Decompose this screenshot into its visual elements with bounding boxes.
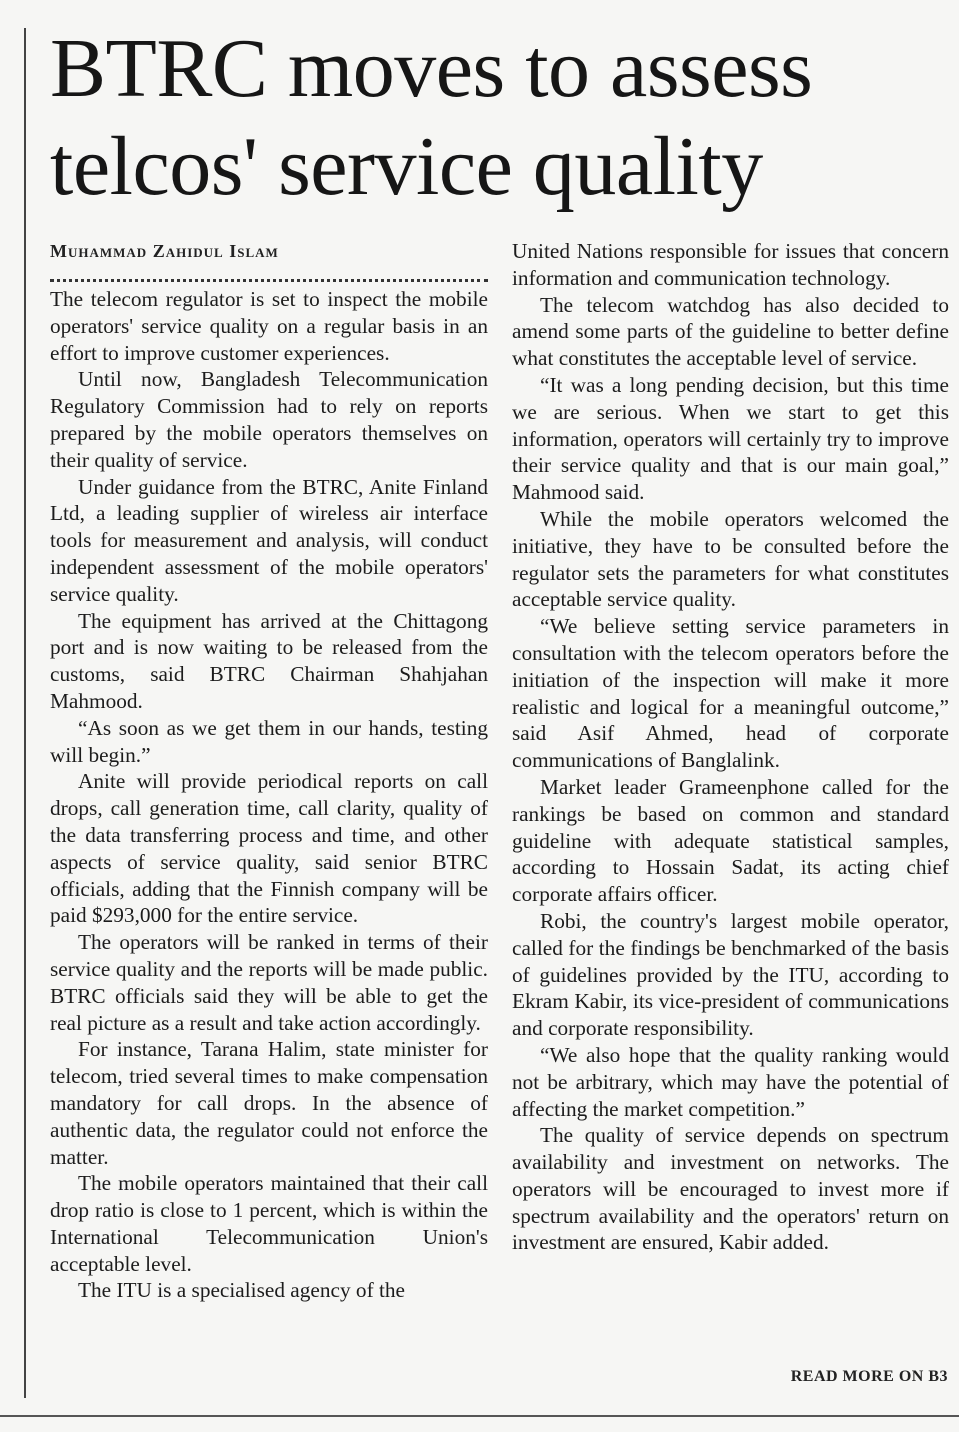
paragraph: Under guidance from the BTRC, Anite Finland Ltd, a leading supplier of wireless air interface tools for measurement and analysis, will conduct independent assessment of the mobile operators' service quality.	[50, 474, 488, 606]
paragraph: The ITU is a specialised agency of the	[78, 1278, 406, 1303]
left-column-rule	[24, 28, 26, 1398]
paragraph: The equipment has arrived at the Chittagong port and is now waiting to be released from the customs, said BTRC Chairman Shahjahan Mahmood.	[50, 608, 488, 713]
paragraph: The telecom watchdog has also decided to amend some parts of the guideline to better define what constitutes the acceptable level of service.	[512, 292, 949, 371]
paragraph: Until now, Bangladesh Telecommunication Regulatory Commission had to rely on reports prepared by the mobile operators themselves on their quality of service.	[50, 367, 488, 472]
paragraph: Anite will provide periodical reports on call drops, call generation time, call clarity, quality of the data transferring process and time, and other aspects of service quality, said senior BTRC officials, adding that the Finnish company will be paid $293,000 for the entire service.	[50, 769, 488, 928]
headline-line-1: BTRC moves to assess	[50, 22, 813, 115]
article-column-right	[512, 238, 949, 1256]
paragraph: The operators will be ranked in terms of their service quality and the reports will be made public. BTRC officials said they will be able to get the real picture as a result and take action accordingly.	[50, 930, 488, 1035]
headline-line-2: telcos' service quality	[50, 120, 763, 213]
paragraph: “It was a long pending decision, but this time we are serious. When we start to get this information, operators will certainly try to improve their service quality and that is our main goal,” Mahmood said.	[512, 372, 949, 505]
paragraph: “As soon as we get them in our hands, testing will begin.”	[50, 715, 488, 767]
paragraph: United Nations responsible for issues that concern information and communication technology.	[512, 239, 949, 290]
paragraph: The mobile operators maintained that their call drop ratio is close to 1 percent, which is within the International Telecommunication Union's acceptable level.	[50, 1171, 488, 1276]
paragraph: For instance, Tarana Halim, state minister for telecom, tried several times to make compensation mandatory for call drops. In the absence of authentic data, the regulator could not enforce the matter.	[50, 1037, 488, 1169]
headline	[50, 20, 950, 216]
paragraph: While the mobile operators welcomed the initiative, they have to be consulted before the regulator sets the parameters for what constitutes acceptable service quality.	[512, 506, 949, 612]
dotted-separator	[50, 269, 488, 282]
paragraph: The telecom regulator is set to inspect the mobile operators' service quality on a regular basis in an effort to improve customer experiences.	[50, 287, 488, 365]
paragraph: “We also hope that the quality ranking would not be arbitrary, which may have the potential of affecting the market competition.”	[512, 1042, 949, 1121]
read-more-link: READ MORE ON B3	[790, 1368, 948, 1385]
paragraph: Market leader Grameenphone called for the rankings be based on common and standard guideline with adequate statistical samples, according to Hossain Sadat, its acting chief corporate affairs officer.	[512, 774, 949, 907]
paragraph: The quality of service depends on spectrum availability and investment on networks. The operators will be encouraged to invest more if spectrum availability and the operators' return on investment are ensured, Kabir added.	[512, 1123, 949, 1255]
bottom-rule	[0, 1415, 959, 1417]
byline: Muhammad Zahidul Islam	[50, 241, 279, 261]
paragraph: “We believe setting service parameters in consultation with the telecom operators before the initiation of the inspection will make it more realistic and logical for a meaningful outcome,” said Asif Ahmed, head of corporate communications of Banglalink.	[512, 614, 949, 773]
article-column-left	[50, 238, 488, 1304]
paragraph: Robi, the country's largest mobile operator, called for the findings be benchmarked of the basis of guidelines provided by the ITU, according to Ekram Kabir, its vice-president of communications and corporate responsibility.	[512, 908, 949, 1041]
